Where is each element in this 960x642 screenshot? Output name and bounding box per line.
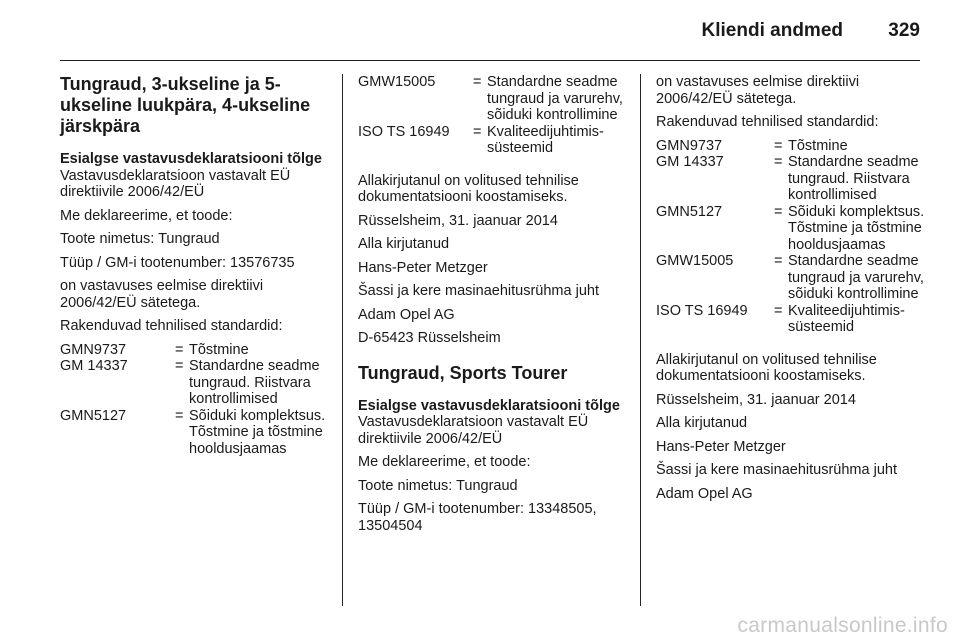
standards-row: [60, 358, 328, 408]
standard-equals: =: [175, 341, 184, 358]
column-1: [60, 74, 328, 464]
standards-row: [358, 74, 630, 124]
standard-code: ISO TS 16949: [656, 302, 748, 319]
column-2: [358, 74, 630, 541]
standard-description: Tõstmine: [189, 341, 249, 358]
standard-code: GMN9737: [60, 341, 127, 358]
paragraph: Allakirjutanul on volitused tehnilise dokumentatsiooni koostamiseks.: [358, 172, 579, 205]
column-divider-1: [342, 74, 343, 606]
standard-equals: =: [774, 302, 783, 319]
standard-equals: =: [473, 74, 482, 90]
standard-description: Standardne seadme tungraud ja varurehv, sõiduki kontrollimine: [788, 253, 924, 302]
standard-description: Standardne seadme tungraud. Riistvara kontrollimised: [788, 154, 919, 203]
page-number: 329: [888, 20, 920, 41]
paragraph: Me deklareerime, et toode:: [358, 454, 531, 470]
standards-row: [358, 124, 630, 157]
section-subheading: Esialgse vastavusdeklaratsiooni tõlge: [358, 397, 620, 414]
standard-code: GMN5127: [60, 407, 127, 424]
standard-equals: =: [774, 253, 783, 269]
standard-code: ISO TS 16949: [358, 123, 450, 140]
paragraph: Rakenduvad tehnilised standardid:: [60, 318, 283, 334]
paragraph: Alla kirjutanud: [656, 415, 748, 431]
paragraph: on vastavuses eelmise direktiivi 2006/42/EÜ sätetega.: [60, 278, 264, 311]
column-divider-2: [640, 74, 641, 606]
standard-equals: =: [473, 123, 482, 140]
standard-description: Sõiduki komplektsus. Tõstmine ja tõstmine hooldusjaamas: [788, 203, 925, 253]
standard-equals: =: [175, 407, 184, 424]
standard-code: GMN9737: [656, 137, 723, 154]
standard-equals: =: [774, 137, 783, 154]
standards-row: [656, 303, 936, 336]
standard-description: Kvaliteedijuhtimis-süsteemid: [487, 123, 604, 156]
standards-row: [656, 253, 936, 303]
page-header: [0, 0, 960, 62]
paragraph: Rüsselsheim, 31. jaanuar 2014: [358, 212, 558, 229]
standard-description: Kvaliteedijuhtimis-süsteemid: [788, 302, 905, 335]
standard-description: Standardne seadme tungraud. Riistvara kontrollimised: [189, 358, 320, 407]
paragraph: Toote nimetus: Tungraud: [358, 477, 518, 494]
paragraph: Allakirjutanul on volitused tehnilise dokumentatsiooni koostamiseks.: [656, 351, 877, 384]
paragraph: Vastavusdeklaratsioon vastavalt EÜ direktiivile 2006/42/EÜ: [358, 414, 589, 447]
paragraph: Toote nimetus: Tungraud: [60, 231, 220, 247]
paragraph: Šassi ja kere masinaehitusrühma juht: [656, 462, 897, 478]
paragraph: Hans-Peter Metzger: [656, 438, 786, 455]
standard-code: GM 14337: [656, 154, 724, 170]
paragraph: Tüüp / GM-i tootenumber: 13348505, 13504504: [358, 501, 597, 534]
standards-table: [656, 138, 936, 336]
standard-equals: =: [774, 154, 783, 170]
paragraph: Me deklareerime, et toode:: [60, 207, 233, 224]
paragraph: Tüüp / GM-i tootenumber: 13576735: [60, 254, 295, 271]
paragraph: Rüsselsheim, 31. jaanuar 2014: [656, 391, 856, 408]
header-divider: [60, 60, 920, 61]
paragraph: Vastavusdeklaratsioon vastavalt EÜ direktiivile 2006/42/EÜ: [60, 167, 291, 200]
standard-description: Sõiduki komplektsus. Tõstmine ja tõstmine hooldusjaamas: [189, 407, 326, 457]
paragraph: Adam Opel AG: [358, 306, 455, 323]
standards-row: [656, 154, 936, 204]
paragraph: Adam Opel AG: [656, 485, 753, 502]
column-3: [656, 74, 936, 509]
standard-code: GMW15005: [656, 253, 734, 269]
paragraph: D-65423 Rüsselsheim: [358, 330, 501, 346]
standards-row: [60, 408, 328, 458]
paragraph: Rakenduvad tehnilised standardid:: [656, 114, 879, 130]
standard-code: GMN5127: [656, 203, 723, 220]
paragraph: Hans-Peter Metzger: [358, 259, 488, 276]
section-heading: Tungraud, Sports Tourer: [358, 362, 568, 383]
standard-equals: =: [175, 358, 184, 374]
standards-row: [656, 204, 936, 254]
header-title: Kliendi andmed: [701, 20, 843, 41]
standards-row: [656, 138, 936, 155]
watermark: carmanualsonline.info: [737, 614, 948, 637]
standards-row: [60, 342, 328, 359]
section-subheading: Esialgse vastavusdeklaratsiooni tõlge: [60, 151, 322, 167]
paragraph: Alla kirjutanud: [358, 236, 450, 252]
standard-equals: =: [774, 203, 783, 220]
standards-table: [60, 342, 328, 458]
standard-description: Standardne seadme tungraud ja varurehv, sõiduki kontrollimine: [487, 74, 623, 123]
standards-table: [358, 74, 630, 157]
standard-code: GM 14337: [60, 358, 128, 374]
section-heading: Tungraud, 3-ukseline ja 5-ukseline luukpära, 4-ukseline järskpära: [60, 74, 311, 136]
paragraph: Šassi ja kere masinaehitusrühma juht: [358, 283, 599, 299]
standard-code: GMW15005: [358, 74, 436, 90]
paragraph: on vastavuses eelmise direktiivi 2006/42/EÜ sätetega.: [656, 74, 860, 107]
standard-description: Tõstmine: [788, 137, 848, 154]
